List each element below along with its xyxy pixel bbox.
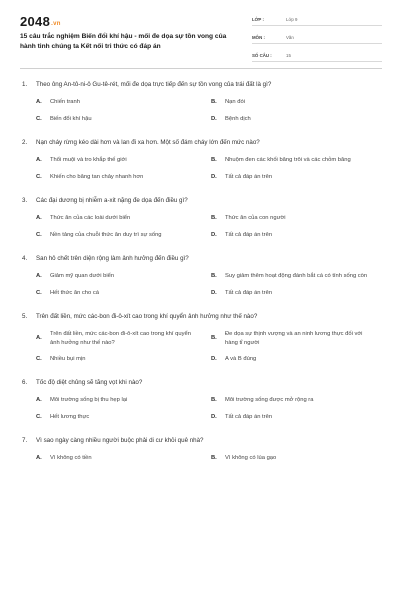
answer-options [20,214,382,240]
option-text: Tất cả đáp án trên [225,414,273,421]
question-item [20,436,382,477]
answer-options [20,272,382,298]
option-text: Thức ăn của các loài dưới biển [50,215,131,222]
option-text: Thổi muội và tro khắp thế giới [50,157,127,164]
answer-option[interactable] [211,454,386,463]
question-item [20,378,382,436]
option-letter: A. [36,273,42,280]
meta-value: Lớp 9 [286,17,298,22]
option-text: Môi trường sống được mở rộng ra [225,397,314,404]
option-text: Thức ăn của con người [225,215,286,222]
meta-row-subject [252,32,382,44]
question-text: Theo ông An-tô-ni-ô Gu-tê-rét, mối đe dọa trực tiếp đến sự tồn vong của trái đất là gì? [36,81,272,88]
option-text: Suy giảm thêm hoạt động đánh bắt cá có tính sống còn [225,273,368,280]
option-text: Nạn đói [225,99,245,106]
answer-options [20,454,382,463]
answer-option[interactable] [36,289,211,298]
option-letter: C. [36,290,42,297]
question-text: Trên đất liền, mức các-bon đi-ô-xít cao trong khí quyển ảnh hưởng như thế nào? [36,313,258,320]
answer-option[interactable] [36,330,211,347]
option-letter: D. [211,414,217,421]
option-letter: D. [211,116,217,123]
answer-options [20,98,382,124]
answer-option[interactable] [36,231,211,240]
question-stem [20,196,382,205]
document-meta [252,14,382,68]
option-letter: B. [211,99,217,106]
question-item [20,312,382,378]
meta-label: SỐ CÂU : [252,53,272,58]
answer-option[interactable] [36,396,211,405]
option-text: Tất cả đáp án trên [225,174,273,181]
option-letter: D. [211,290,217,297]
question-item [20,80,382,138]
logo-tld: .vn [51,21,61,27]
meta-row-count [252,50,382,62]
answer-option[interactable] [211,231,386,240]
option-text: Môi trường sống bị thu hẹp lại [50,397,128,404]
option-letter: D. [211,232,217,239]
answer-option[interactable] [211,214,386,223]
question-item [20,254,382,312]
question-item [20,196,382,254]
answer-option[interactable] [36,214,211,223]
option-text: Vì không có lúa gạo [225,455,277,462]
option-text: A và B đúng [225,356,257,363]
answer-option[interactable] [211,355,386,364]
question-text: Nạn cháy rừng kéo dài hơn và lan đi xa hơn. Một số đám cháy lớn đến mức nào? [36,139,260,146]
question-list [20,80,382,477]
answer-option[interactable] [211,396,386,405]
document-title: 15 câu trắc nghiệm Biến đổi khí hậu - mối đe dọa sự tồn vong của hành tinh chúng ta Kết nối tri thức có đáp án [20,33,227,50]
question-stem [20,378,382,387]
meta-row-grade [252,14,382,26]
answer-option[interactable] [36,272,211,281]
logo-main: 2048 [20,14,51,29]
answer-option[interactable] [36,156,211,165]
option-text: Giảm mỹ quan dưới biển [50,273,115,280]
option-text: Vì không có tiền [50,455,92,462]
answer-option[interactable] [211,115,386,124]
question-number: 3. [22,197,28,204]
answer-option[interactable] [36,454,211,463]
answer-option[interactable] [211,98,386,107]
option-text: Khiến cho băng tan chảy nhanh hơn [50,174,144,181]
answer-options [20,156,382,182]
option-text: Trên đất liền, mức các-bon đi-ô-xít cao trong khí quyển ảnh hưởng như thế nào? [50,331,191,346]
question-number: 7. [22,437,28,444]
answer-option[interactable] [36,173,211,182]
answer-option[interactable] [36,355,211,364]
question-stem [20,312,382,321]
option-letter: D. [211,356,217,363]
question-stem [20,138,382,147]
option-letter: B. [211,157,217,164]
answer-option[interactable] [36,98,211,107]
answer-option[interactable] [36,115,211,124]
option-letter: B. [211,335,217,342]
option-letter: C. [36,232,42,239]
option-letter: B. [211,273,217,280]
question-item [20,138,382,196]
document-header [0,0,400,64]
option-text: Nền tảng của chuỗi thức ăn duy trì sự sống [50,232,162,239]
question-text: San hô chết trên diện rộng làm ảnh hưởng đến điều gì? [36,255,189,262]
question-number: 2. [22,139,28,146]
question-text: Vì sao ngày càng nhiều người buộc phải di cư khỏi quê nhà? [36,437,204,444]
question-number: 5. [22,313,28,320]
meta-value: Văn [286,35,294,40]
question-number: 6. [22,379,28,386]
answer-option[interactable] [211,289,386,298]
question-stem [20,80,382,89]
answer-options [20,396,382,422]
option-letter: B. [211,215,217,222]
option-letter: A. [36,215,42,222]
option-letter: A. [36,455,42,462]
answer-option[interactable] [211,156,386,165]
option-text: Bệnh dịch [225,116,251,123]
question-text: Tốc độ diệt chủng sẽ tăng vọt khi nào? [36,379,143,386]
answer-option[interactable] [211,272,386,281]
option-text: Tất cả đáp án trên [225,290,273,297]
option-letter: A. [36,99,42,106]
question-stem [20,254,382,263]
option-letter: C. [36,356,42,363]
option-letter: B. [211,455,217,462]
option-text: Đe dọa sự thịnh vượng và an ninh lương thực đối với hàng tỉ người [225,331,363,346]
question-text: Các đại dương bị nhiễm a-xit nặng đe dọa đến điều gì? [36,197,188,204]
meta-label: MÔN : [252,35,265,40]
option-text: Hết thức ăn cho cá [50,290,99,297]
option-text: Nhiều bụi mịn [50,356,86,363]
option-text: Nhuộm đen các khối băng trôi và các chỏm băng [225,157,351,164]
answer-options [20,330,382,364]
option-text: Biến đổi khí hậu [50,116,92,123]
question-number: 4. [22,255,28,262]
option-text: Tất cả đáp án trên [225,232,273,239]
meta-label: LỚP : [252,17,264,22]
answer-option[interactable] [211,173,386,182]
option-letter: A. [36,335,42,342]
question-number: 1. [22,81,28,88]
option-text: Hết lương thực [50,414,90,421]
answer-option[interactable] [211,413,386,422]
header-divider [20,68,382,69]
option-letter: A. [36,397,42,404]
option-letter: C. [36,414,42,421]
option-letter: C. [36,116,42,123]
answer-option[interactable] [211,330,386,347]
question-stem [20,436,382,445]
option-letter: D. [211,174,217,181]
option-letter: A. [36,157,42,164]
option-text: Chiến tranh [50,99,80,106]
option-letter: B. [211,397,217,404]
option-letter: C. [36,174,42,181]
meta-value: 15 [286,53,291,58]
site-logo[interactable] [20,14,61,29]
answer-option[interactable] [36,413,211,422]
